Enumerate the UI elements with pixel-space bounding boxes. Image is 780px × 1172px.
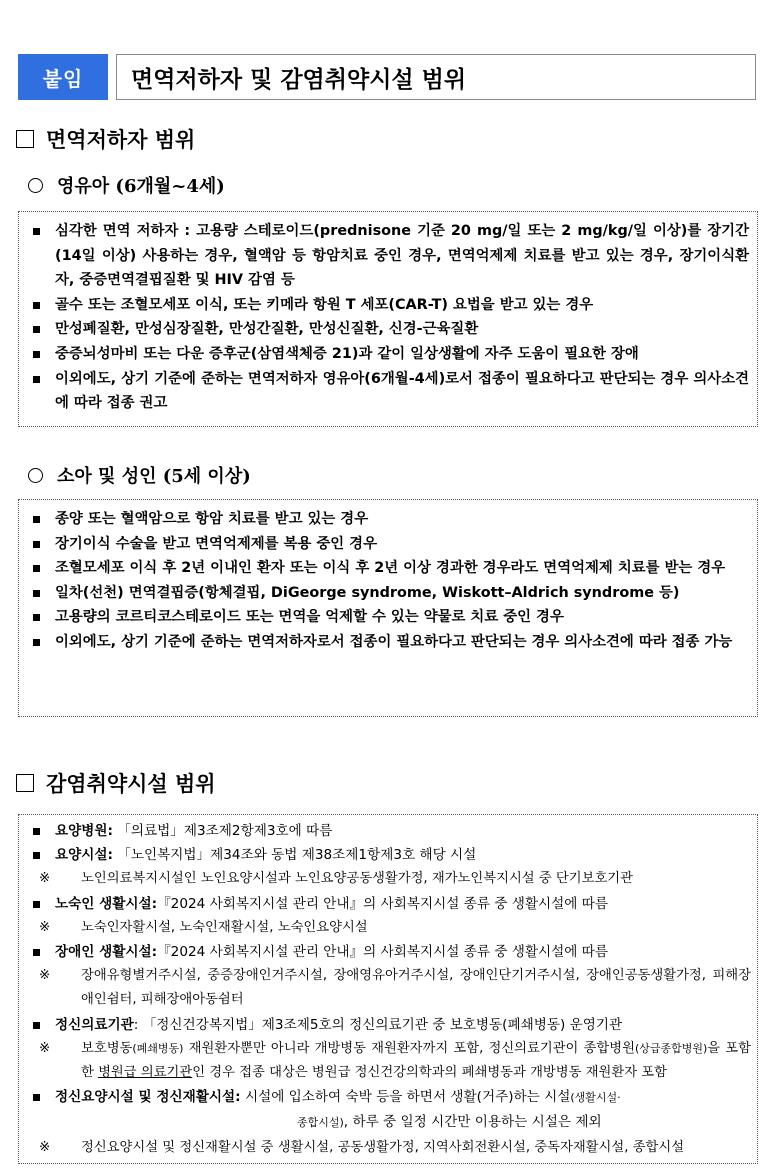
note-nursing-facility: ※ 노인의료복지시설인 노인요양시설과 노인요양공동생활가정, 재가노인복지시설 중 단기보호기관 bbox=[19, 867, 757, 891]
square-bullet-icon bbox=[33, 1022, 40, 1029]
list-item: 골수 또는 조혈모세포 이식, 또는 키메라 항원 T 세포(CAR-T) 요법을 받고 있는 경우 bbox=[19, 293, 757, 318]
page-title: 면역저하자 및 감염취약시설 범위 bbox=[116, 54, 756, 100]
reference-mark-icon: ※ bbox=[39, 919, 51, 935]
list-item: 일차(선천) 면역결핍증(항체결핍, DiGeorge syndrome, Wiskott–Aldrich syndrome 등) bbox=[19, 581, 757, 606]
list-item: 종양 또는 혈액암으로 항암 치료를 받고 있는 경우 bbox=[19, 507, 757, 532]
reference-mark-icon: ※ bbox=[39, 871, 51, 887]
list-item-mental-care-facility-cont: 종합시설), 하루 중 일정 시간만 이용하는 시설은 제외 bbox=[297, 1114, 602, 1131]
square-bullet-icon bbox=[33, 639, 40, 646]
square-bullet-icon bbox=[33, 541, 40, 548]
children-adults-criteria-box bbox=[18, 499, 758, 717]
infants-criteria-box bbox=[18, 211, 758, 427]
square-bullet-icon bbox=[33, 326, 40, 333]
subsection-infants-title: 영유아 (6개월~4세) bbox=[28, 172, 225, 198]
list-item: 장기이식 수술을 받고 면역억제제를 복용 중인 경우 bbox=[19, 532, 757, 557]
list-item: 이외에도, 상기 기준에 준하는 면역저하자 영유아(6개월-4세)로서 접종이 필요하다고 판단되는 경우 의사소견에 따라 접종 권고 bbox=[19, 367, 757, 416]
checkbox-square-icon bbox=[16, 774, 34, 792]
list-item: 고용량의 코르티코스테로이드 또는 면역을 억제할 수 있는 약물로 치료 중인 경우 bbox=[19, 605, 757, 630]
list-item-disabled-facility: 장애인 생활시설:『2024 사회복지시설 관리 안내』의 사회복지시설 종류 중 생활시설에 따름 bbox=[19, 940, 757, 964]
reference-mark-icon: ※ bbox=[39, 968, 51, 984]
vulnerable-facilities-box bbox=[18, 814, 758, 1164]
square-bullet-icon bbox=[33, 614, 40, 621]
list-item-nursing-hospital: 요양병원: 「의료법」제3조제2항제3호에 따름 bbox=[19, 819, 757, 843]
square-bullet-icon bbox=[33, 228, 40, 235]
note-mental-care-facility: ※ 정신요양시설 및 정신재활시설 중 생활시설, 공동생활가정, 지역사회전환시설, 중독자재활시설, 종합시설 bbox=[19, 1136, 757, 1160]
list-item: 조혈모세포 이식 후 2년 이내인 환자 또는 이식 후 2년 이상 경과한 경우라도 면역억제제 치료를 받는 경우 bbox=[19, 556, 757, 581]
square-bullet-icon bbox=[33, 1094, 40, 1101]
square-bullet-icon bbox=[33, 351, 40, 358]
note-psychiatric-institution: ※ 보호병동(폐쇄병동) 재원환자뿐만 아니라 개방병동 재원환자까지 포함, 정신의료기관이 종합병원(상급종합병원)을 포함한 병원급 의료기관인 경우 접종 대상은 병원급 정신건강의학과의 폐쇄병동과 개방병동 재원환자 포함 bbox=[19, 1037, 757, 1085]
square-bullet-icon bbox=[33, 302, 40, 309]
note-homeless-facility: ※ 노숙인자활시설, 노숙인재활시설, 노숙인요양시설 bbox=[19, 916, 757, 940]
square-bullet-icon bbox=[33, 852, 40, 859]
attachment-tag: 붙임 bbox=[18, 54, 108, 100]
circle-bullet-icon bbox=[28, 468, 43, 483]
checkbox-square-icon bbox=[16, 130, 34, 148]
list-item: 이외에도, 상기 기준에 준하는 면역저하자로서 접종이 필요하다고 판단되는 경우 의사소견에 따라 접종 가능 bbox=[19, 630, 757, 655]
square-bullet-icon bbox=[33, 516, 40, 523]
list-item-nursing-facility: 요양시설: 「노인복지법」제34조와 동법 제38조제1항제3호 해당 시설 bbox=[19, 843, 757, 867]
reference-mark-icon: ※ bbox=[39, 1139, 51, 1155]
section-immunocompromised-title: 면역저하자 범위 bbox=[16, 124, 195, 154]
list-item: 만성폐질환, 만성심장질환, 만성간질환, 만성신질환, 신경-근육질환 bbox=[19, 317, 757, 342]
square-bullet-icon bbox=[33, 590, 40, 597]
section-vulnerable-facilities-title: 감염취약시설 범위 bbox=[16, 768, 216, 798]
square-bullet-icon bbox=[33, 901, 40, 908]
document-header bbox=[18, 54, 756, 100]
list-item-mental-care-facility: 정신요양시설 및 정신재활시설: 시설에 입소하여 숙박 등을 하면서 생활(거주)하는 시설(생활시설· bbox=[19, 1085, 757, 1110]
square-bullet-icon bbox=[33, 565, 40, 572]
list-item-psychiatric-institution: 정신의료기관: 「정신건강복지법」제3조제5호의 정신의료기관 중 보호병동(폐쇄병동) 운영기관 bbox=[19, 1013, 757, 1037]
reference-mark-icon: ※ bbox=[39, 1040, 51, 1056]
note-disabled-facility: ※ 장애유형별거주시설, 중증장애인거주시설, 장애영유아거주시설, 장애인단기거주시설, 장애인공동생활가정, 피해장애인쉼터, 피해장애아동쉼터 bbox=[19, 964, 757, 1012]
list-item: 중증뇌성마비 또는 다운 증후군(삼염색체증 21)과 같이 일상생활에 자주 도움이 필요한 장애 bbox=[19, 342, 757, 367]
square-bullet-icon bbox=[33, 949, 40, 956]
square-bullet-icon bbox=[33, 376, 40, 383]
list-item: 심각한 면역 저하자 : 고용량 스테로이드(prednisone 기준 20 mg/일 또는 2 mg/kg/일 이상)를 장기간(14일 이상) 사용하는 경우, 혈액암 등 항암치료 중인 경우, 면역억제제 치료를 받고 있는 경우, 장기이식환자, 중증면역결핍질환 및 HIV 감염 등 bbox=[19, 219, 757, 293]
circle-bullet-icon bbox=[28, 178, 43, 193]
subsection-children-adults-title: 소아 및 성인 (5세 이상) bbox=[28, 462, 251, 488]
square-bullet-icon bbox=[33, 828, 40, 835]
list-item-homeless-facility: 노숙인 생활시설:『2024 사회복지시설 관리 안내』의 사회복지시설 종류 중 생활시설에 따름 bbox=[19, 892, 757, 916]
